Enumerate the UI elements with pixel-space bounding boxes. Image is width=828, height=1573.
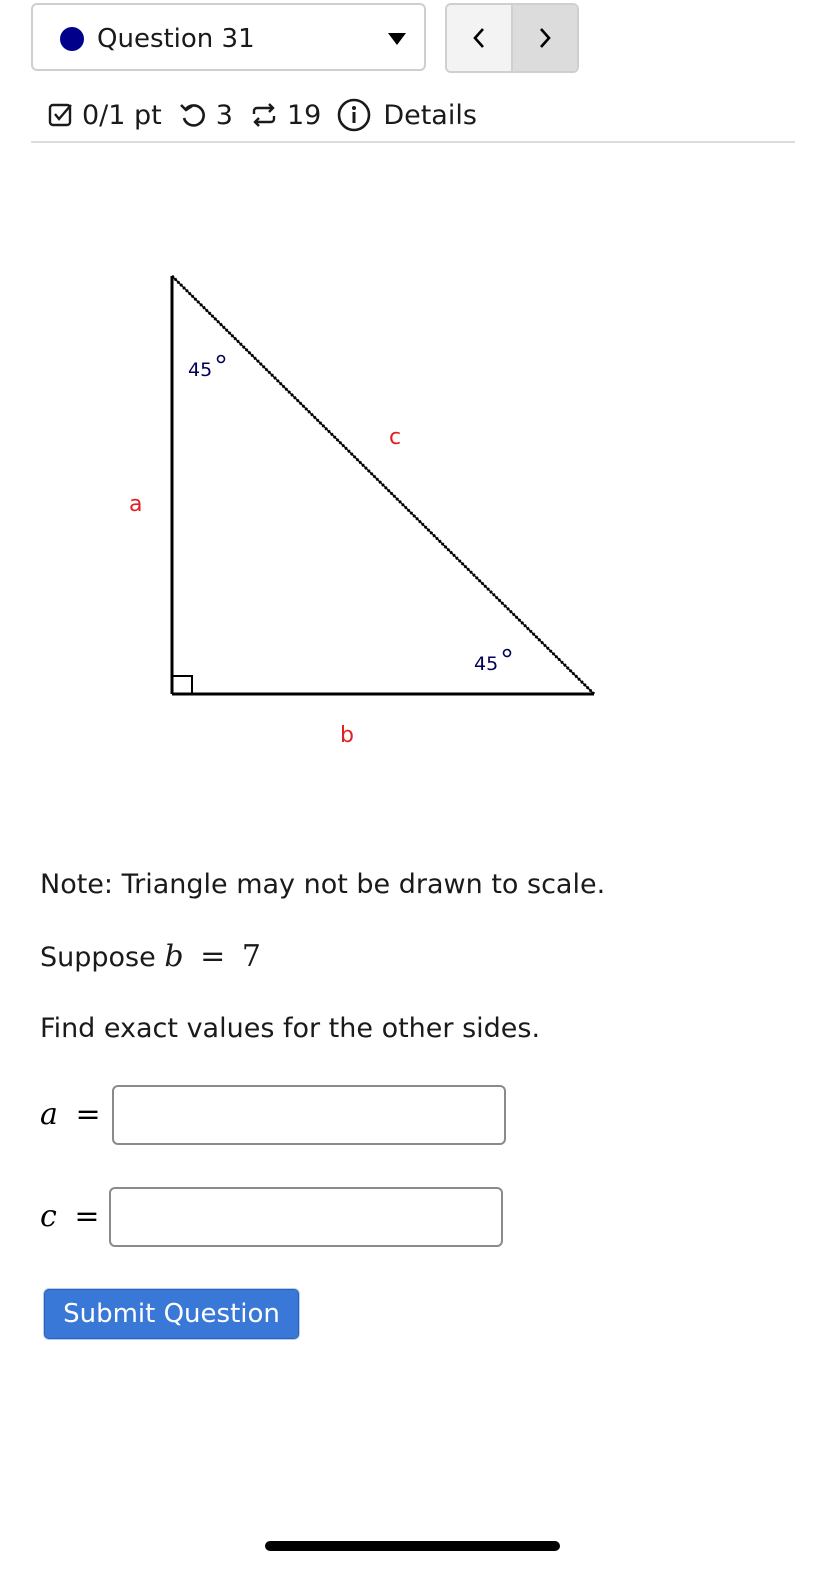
right-angle-marker — [172, 676, 192, 694]
attempts-value: 3 — [215, 99, 233, 131]
answer-a-input[interactable] — [112, 1085, 506, 1145]
given-statement — [40, 940, 261, 975]
suppose-text: Suppose — [40, 942, 156, 973]
angle-top-degree-icon — [218, 356, 225, 363]
answer-a-label — [40, 1097, 109, 1132]
note-text: Note: Triangle may not be drawn to scale. — [40, 869, 606, 900]
versions-value: 19 — [286, 99, 322, 131]
side-a-label: a — [129, 492, 143, 517]
answer-c-variable: c — [40, 1199, 57, 1234]
submit-question-button[interactable]: Submit Question — [44, 1289, 299, 1339]
given-variable: b — [164, 939, 184, 974]
answer-a-variable: a — [40, 1097, 58, 1132]
answer-c-equals: = — [74, 1199, 100, 1234]
given-equals: = — [200, 939, 226, 974]
angle-top-label: 45 — [188, 359, 213, 381]
given-value: 7 — [241, 939, 261, 974]
answer-c-label — [40, 1199, 108, 1234]
side-c-line-core — [172, 276, 594, 694]
points-value: 0/1 pt — [82, 99, 162, 131]
question-selector-label: Question 31 — [97, 24, 255, 54]
side-c-label: c — [389, 425, 402, 450]
instruction-text: Find exact values for the other sides. — [40, 1013, 541, 1044]
angle-bottom-label: 45 — [474, 653, 499, 675]
details-label: Details — [383, 99, 477, 131]
answer-a-equals: = — [75, 1097, 101, 1132]
answer-c-input[interactable] — [109, 1187, 503, 1247]
home-indicator — [265, 1541, 560, 1551]
side-b-label: b — [340, 723, 354, 748]
angle-bottom-degree-icon — [504, 650, 511, 657]
